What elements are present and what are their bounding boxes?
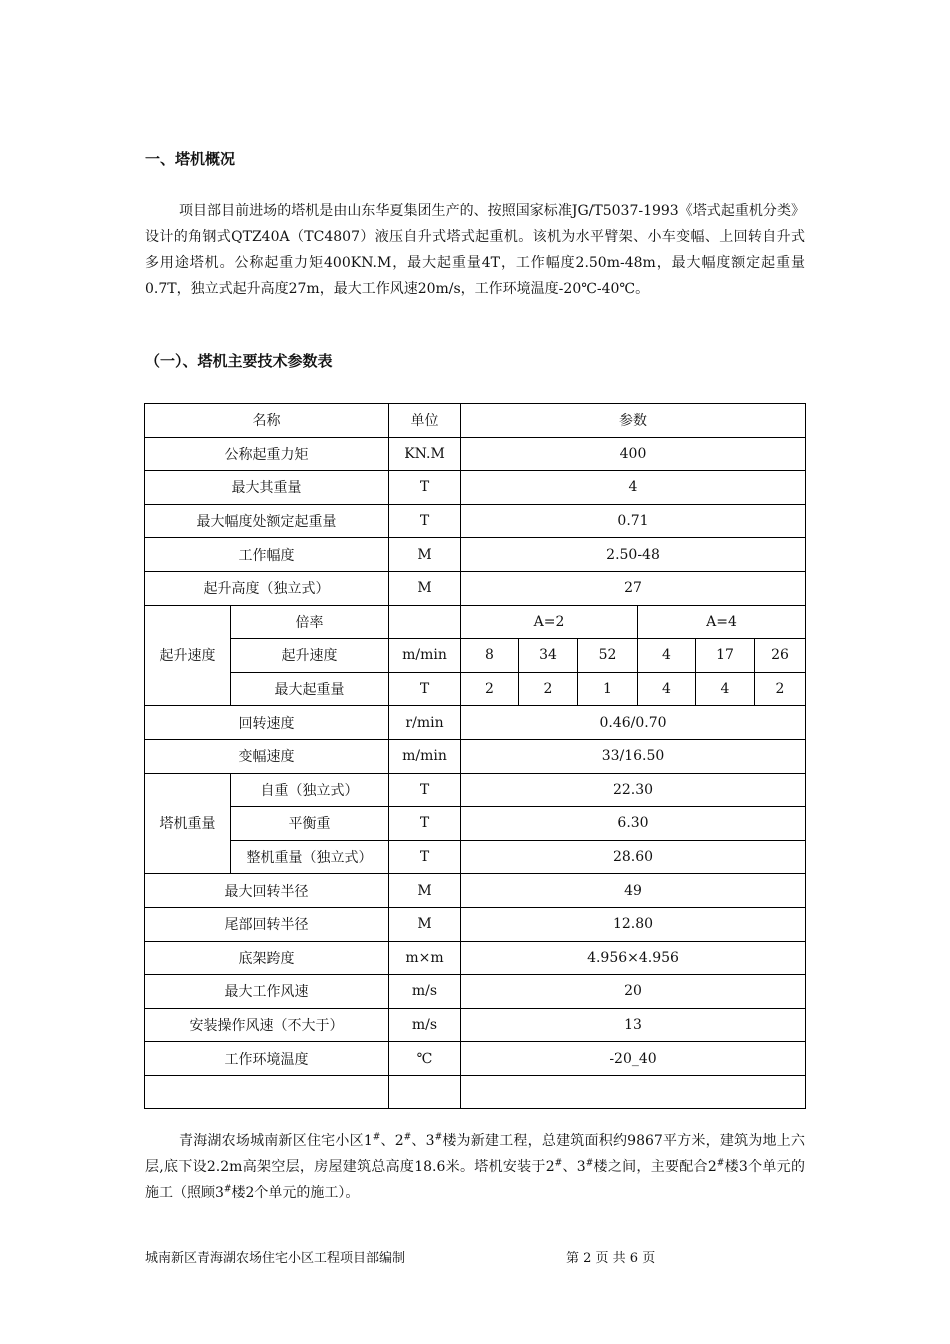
- row-unit: T: [389, 840, 461, 874]
- table-row: [145, 706, 806, 740]
- row-value: 13: [461, 1008, 806, 1042]
- row-value: 2.50-48: [461, 538, 806, 572]
- overview-paragraph: 项目部目前进场的塔机是由山东华夏集团生产的、按照国家标准JG/T5037-1993《塔式起重机分类》设计的角钢式QTZ40A（TC4807）液压自升式塔式起重机。该机为水平臂架、小车变幅、上回转自升式多用途塔机。公称起重力矩400KN.M，最大起重量4T，工作幅度2.50m-48m，最大幅度额定起重量0.7T，独立式起升高度27m，最大工作风速20m/s，工作环境温度-20℃-40℃。: [145, 203, 805, 297]
- ratio-unit: [389, 605, 461, 639]
- table-row: [145, 437, 806, 471]
- row-value: -20_40: [461, 1042, 806, 1076]
- weight-group-label: 塔机重量: [145, 773, 231, 874]
- lift-speed-unit: m/min: [389, 639, 461, 673]
- row-unit: m/min: [389, 739, 461, 773]
- row-value: 22.30: [461, 773, 806, 807]
- row-unit: M: [389, 874, 461, 908]
- row-value: 27: [461, 571, 806, 605]
- row-name: 起升高度（独立式）: [145, 571, 389, 605]
- lift-load-cell: 2: [519, 672, 578, 706]
- lift-load-cell: 4: [638, 672, 696, 706]
- row-unit: T: [389, 471, 461, 505]
- header-param: 参数: [461, 404, 806, 438]
- lift-load-cell: 4: [696, 672, 755, 706]
- table-row: [145, 1008, 806, 1042]
- lift-load-row: [145, 672, 806, 706]
- row-name: 最大其重量: [145, 471, 389, 505]
- table-row: [145, 504, 806, 538]
- empty-cell: [389, 1075, 461, 1109]
- empty-cell: [145, 1075, 389, 1109]
- lift-load-unit: T: [389, 672, 461, 706]
- lift-load-cell: 2: [755, 672, 806, 706]
- row-value: 400: [461, 437, 806, 471]
- ratio-a2: A=2: [461, 605, 638, 639]
- row-value: 0.46/0.70: [461, 706, 806, 740]
- row-value: 0.71: [461, 504, 806, 538]
- row-name: 最大回转半径: [145, 874, 389, 908]
- row-name: 回转速度: [145, 706, 389, 740]
- header-unit: 单位: [389, 404, 461, 438]
- table-row: [145, 538, 806, 572]
- row-unit: M: [389, 571, 461, 605]
- row-unit: m×m: [389, 941, 461, 975]
- lift-load-cell: 1: [578, 672, 638, 706]
- lift-speed-cell: 17: [696, 639, 755, 673]
- row-name: 公称起重力矩: [145, 437, 389, 471]
- lift-ratio-row: [145, 605, 806, 639]
- row-name: 工作环境温度: [145, 1042, 389, 1076]
- table-row: [145, 975, 806, 1009]
- weight-row: [145, 840, 806, 874]
- table-row: [145, 471, 806, 505]
- row-name: 尾部回转半径: [145, 907, 389, 941]
- lift-group-label: 起升速度: [145, 605, 231, 706]
- ratio-label: 倍率: [231, 605, 389, 639]
- lift-speed-cell: 8: [461, 639, 519, 673]
- row-value: 49: [461, 874, 806, 908]
- parameter-table: [144, 403, 806, 1109]
- table-row: [145, 1042, 806, 1076]
- row-value: 4.956×4.956: [461, 941, 806, 975]
- row-unit: T: [389, 773, 461, 807]
- header-name: 名称: [145, 404, 389, 438]
- row-name: 安装操作风速（不大于）: [145, 1008, 389, 1042]
- project-paragraph: 青海湖农场城南新区住宅小区1#、2#、3#楼为新建工程，总建筑面积约9867平方米，建筑为地上六层,底下设2.2m高架空层，房屋建筑总高度18.6米。塔机安装于2#、3#楼之间，主要配合2#楼3个单元的施工（照顾3#楼2个单元的施工）。: [145, 1132, 805, 1201]
- row-value: 4: [461, 471, 806, 505]
- table-row: [145, 941, 806, 975]
- row-unit: m/s: [389, 1008, 461, 1042]
- table-row: [145, 739, 806, 773]
- lift-load-label: 最大起重量: [231, 672, 389, 706]
- row-name: 底架跨度: [145, 941, 389, 975]
- page-number: 第 2 页 共 6 页: [566, 1251, 656, 1266]
- row-unit: r/min: [389, 706, 461, 740]
- ratio-a4: A=4: [638, 605, 806, 639]
- section-title: 一、塔机概况: [145, 150, 236, 168]
- footer-org: 城南新区青海湖农场住宅小区工程项目部编制: [145, 1251, 406, 1266]
- row-name: 整机重量（独立式）: [231, 840, 389, 874]
- row-unit: T: [389, 807, 461, 841]
- table-row: [145, 907, 806, 941]
- row-unit: m/s: [389, 975, 461, 1009]
- row-unit: M: [389, 907, 461, 941]
- lift-speed-row: [145, 639, 806, 673]
- weight-row: [145, 807, 806, 841]
- row-unit: KN.M: [389, 437, 461, 471]
- row-value: 20: [461, 975, 806, 1009]
- row-unit: T: [389, 504, 461, 538]
- lift-speed-cell: 34: [519, 639, 578, 673]
- row-name: 工作幅度: [145, 538, 389, 572]
- table-header-row: [145, 404, 806, 438]
- row-unit: M: [389, 538, 461, 572]
- lift-speed-label: 起升速度: [231, 639, 389, 673]
- empty-row: [145, 1075, 806, 1109]
- table-row: [145, 571, 806, 605]
- row-value: 12.80: [461, 907, 806, 941]
- row-name: 平衡重: [231, 807, 389, 841]
- table-row: [145, 874, 806, 908]
- weight-row: [145, 773, 806, 807]
- row-name: 最大幅度处额定起重量: [145, 504, 389, 538]
- lift-speed-cell: 26: [755, 639, 806, 673]
- lift-speed-cell: 4: [638, 639, 696, 673]
- row-unit: ℃: [389, 1042, 461, 1076]
- empty-cell: [461, 1075, 806, 1109]
- row-value: 28.60: [461, 840, 806, 874]
- row-name: 变幅速度: [145, 739, 389, 773]
- row-name: 自重（独立式）: [231, 773, 389, 807]
- lift-load-cell: 2: [461, 672, 519, 706]
- row-name: 最大工作风速: [145, 975, 389, 1009]
- row-value: 33/16.50: [461, 739, 806, 773]
- row-value: 6.30: [461, 807, 806, 841]
- lift-speed-cell: 52: [578, 639, 638, 673]
- table-title: （一）、塔机主要技术参数表: [145, 352, 333, 370]
